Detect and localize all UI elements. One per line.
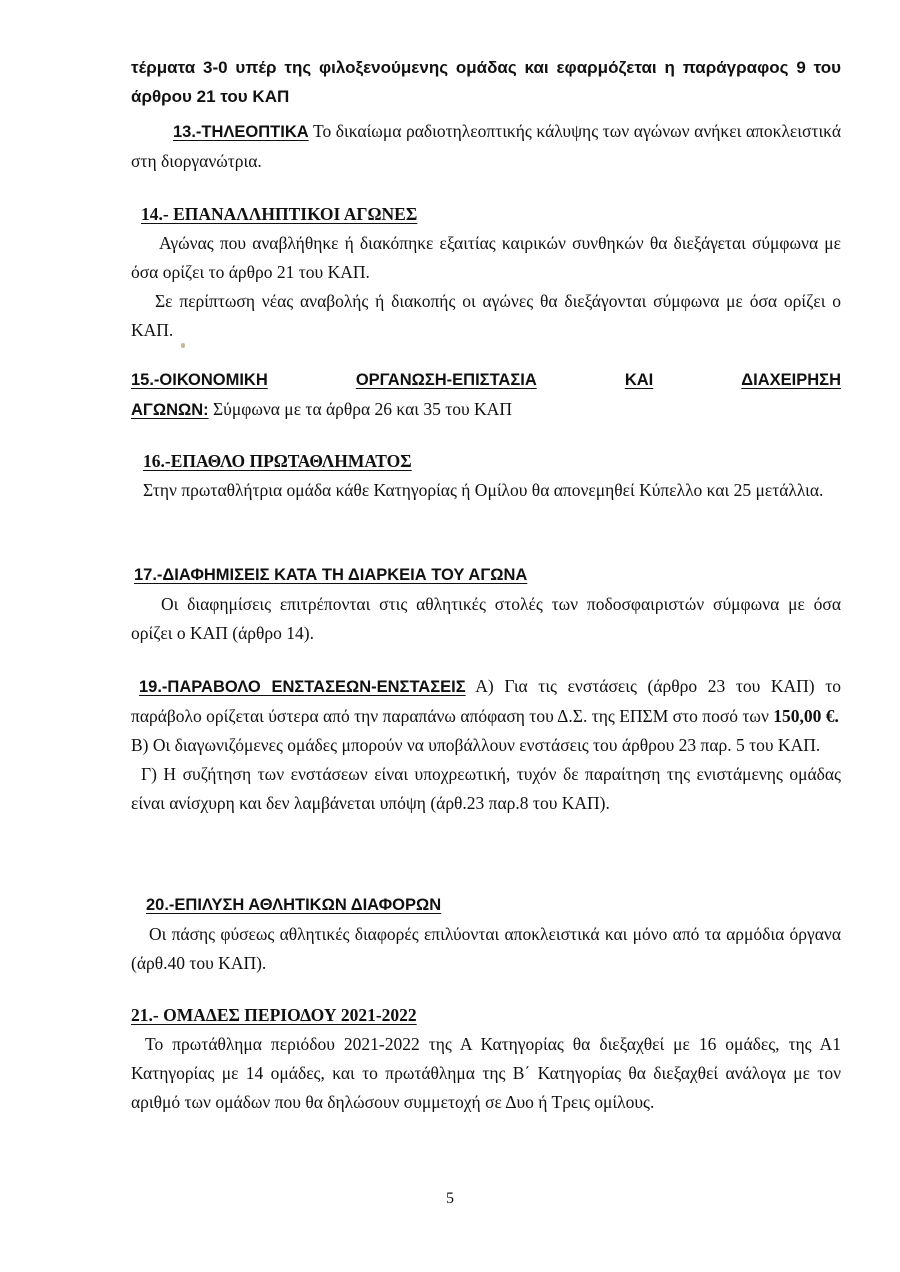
section-15-heading-part-5: ΑΓΩΝΩΝ: xyxy=(131,401,209,419)
section-20-text: Οι πάσης φύσεως αθλητικές διαφορές επιλύονται αποκλειστικά και μόνο από τα αρμόδια όργανα (άρθ.40 του ΚΑΠ). xyxy=(131,924,841,973)
section-19-item-a: Α) Για τις ενστάσεις (άρθρο 23 του ΚΑΠ) το παράβολο ορίζεται ύστερα από την παραπάνω απόφαση του Δ.Σ. της ΕΠΣΜ στο ποσό των xyxy=(131,676,841,726)
section-19-item-c: Γ) Η συζήτηση των ενστάσεων είναι υποχρεωτική, τυχόν δε παραίτηση της ενιστάμενης ομάδας είναι ανίσχυρη και δεν λαμβάνεται υπόψη (άρθ.23 παρ.8 του ΚΑΠ). xyxy=(131,764,841,813)
page-number: 5 xyxy=(446,1190,454,1207)
section-17 xyxy=(131,560,841,648)
section-15-heading-part-1: 15.-ΟΙΚΟΝΟΜΙΚΗ xyxy=(131,371,268,389)
section-15-text: Σύμφωνα με τα άρθρα 26 και 35 του ΚΑΠ xyxy=(213,399,512,419)
section-14-paragraph-2: Σε περίπτωση νέας αναβολής ή διακοπής οι αγώνες θα διεξάγονται σύμφωνα με όσα ορίζει ο ΚΑΠ. xyxy=(131,291,841,340)
section-16-heading: 16.-ΕΠΑΘΛΟ ΠΡΩΤΑΘΛΗΜΑΤΟΣ xyxy=(143,451,412,471)
section-14 xyxy=(131,200,841,345)
section-14-heading: 14.- ΕΠΑΝΑΛΛΗΠΤΙΚΟΙ ΑΓΩΝΕΣ xyxy=(141,204,418,224)
section-15-heading xyxy=(131,366,841,395)
section-13-text: Το δικαίωμα ραδιοτηλεοπτικής κάλυψης των αγώνων ανήκει αποκλειστικά στη διοργανώτρια. xyxy=(131,121,841,171)
section-16 xyxy=(131,447,841,505)
section-19-item-b: Β) Οι διαγωνιζόμενες ομάδες μπορούν να υποβάλλουν ενστάσεις του άρθρου 23 παρ. 5 του ΚΑΠ. xyxy=(131,735,821,755)
section-21 xyxy=(131,1001,841,1117)
section-21-heading: 21.- ΟΜΑΔΕΣ ΠΕΡΙΟΔΟΥ 2021-2022 xyxy=(131,1005,417,1025)
section-16-text: Στην πρωταθλήτρια ομάδα κάθε Κατηγορίας ή Ομίλου θα απονεμηθεί Κύπελλο και 25 μετάλλια. xyxy=(143,480,824,500)
section-21-text: Το πρωτάθλημα περιόδου 2021-2022 της Α Κατηγορίας θα διεξαχθεί με 16 ομάδες, της Α1 Κατηγορίας με 14 ομάδες, και το πρωτάθλημα της Β΄ Κατηγορίας θα διεξαχθεί ανάλογα με τον αριθμό των ομάδων που θα δηλώσουν συμμετοχή σε Δυο ή Τρεις ομίλους. xyxy=(131,1034,841,1112)
section-12-text: τέρματα 3-0 υπέρ της φιλοξενούμενης ομάδας και εφαρμόζεται η παράγραφος 9 του άρθρου 21 του ΚΑΠ xyxy=(131,58,841,106)
section-12-continuation xyxy=(131,53,841,111)
section-15-heading-part-4: ΔΙΑΧΕΙΡΗΣΗ xyxy=(741,371,841,389)
section-14-paragraph-1: Αγώνας που αναβλήθηκε ή διακόπηκε εξαιτίας καιρικών συνθηκών θα διεξάγεται σύμφωνα με όσα ορίζει το άρθρο 21 του ΚΑΠ. xyxy=(131,233,841,282)
section-19-heading: 19.-ΠΑΡΑΒΟΛΟ ΕΝΣΤΑΣΕΩΝ-ΕΝΣΤΑΣΕΙΣ xyxy=(139,678,466,696)
section-17-heading: 17.-ΔΙΑΦΗΜΙΣΕΙΣ ΚΑΤΑ ΤΗ ΔΙΑΡΚΕΙΑ ΤΟΥ ΑΓΩΝΑ xyxy=(134,566,528,584)
section-15-heading-part-2: ΟΡΓΑΝΩΣΗ-ΕΠΙΣΤΑΣΙΑ xyxy=(355,371,537,389)
section-13 xyxy=(131,117,841,176)
section-20-heading: 20.-ΕΠΙΛΥΣΗ ΑΘΛΗΤΙΚΩΝ ΔΙΑΦΟΡΩΝ xyxy=(146,896,442,914)
section-13-heading: 13.-ΤΗΛΕΟΠΤΙΚΑ xyxy=(173,123,309,141)
section-17-text: Οι διαφημίσεις επιτρέπονται στις αθλητικές στολές των ποδοσφαιριστών σύμφωνα με όσα ορίζει ο ΚΑΠ (άρθρο 14). xyxy=(131,594,841,643)
section-15-heading-part-3: ΚΑΙ xyxy=(624,371,654,389)
section-19 xyxy=(131,672,841,818)
section-19-amount: 150,00 €. xyxy=(773,706,839,726)
section-20 xyxy=(131,890,841,978)
section-15 xyxy=(131,366,841,425)
